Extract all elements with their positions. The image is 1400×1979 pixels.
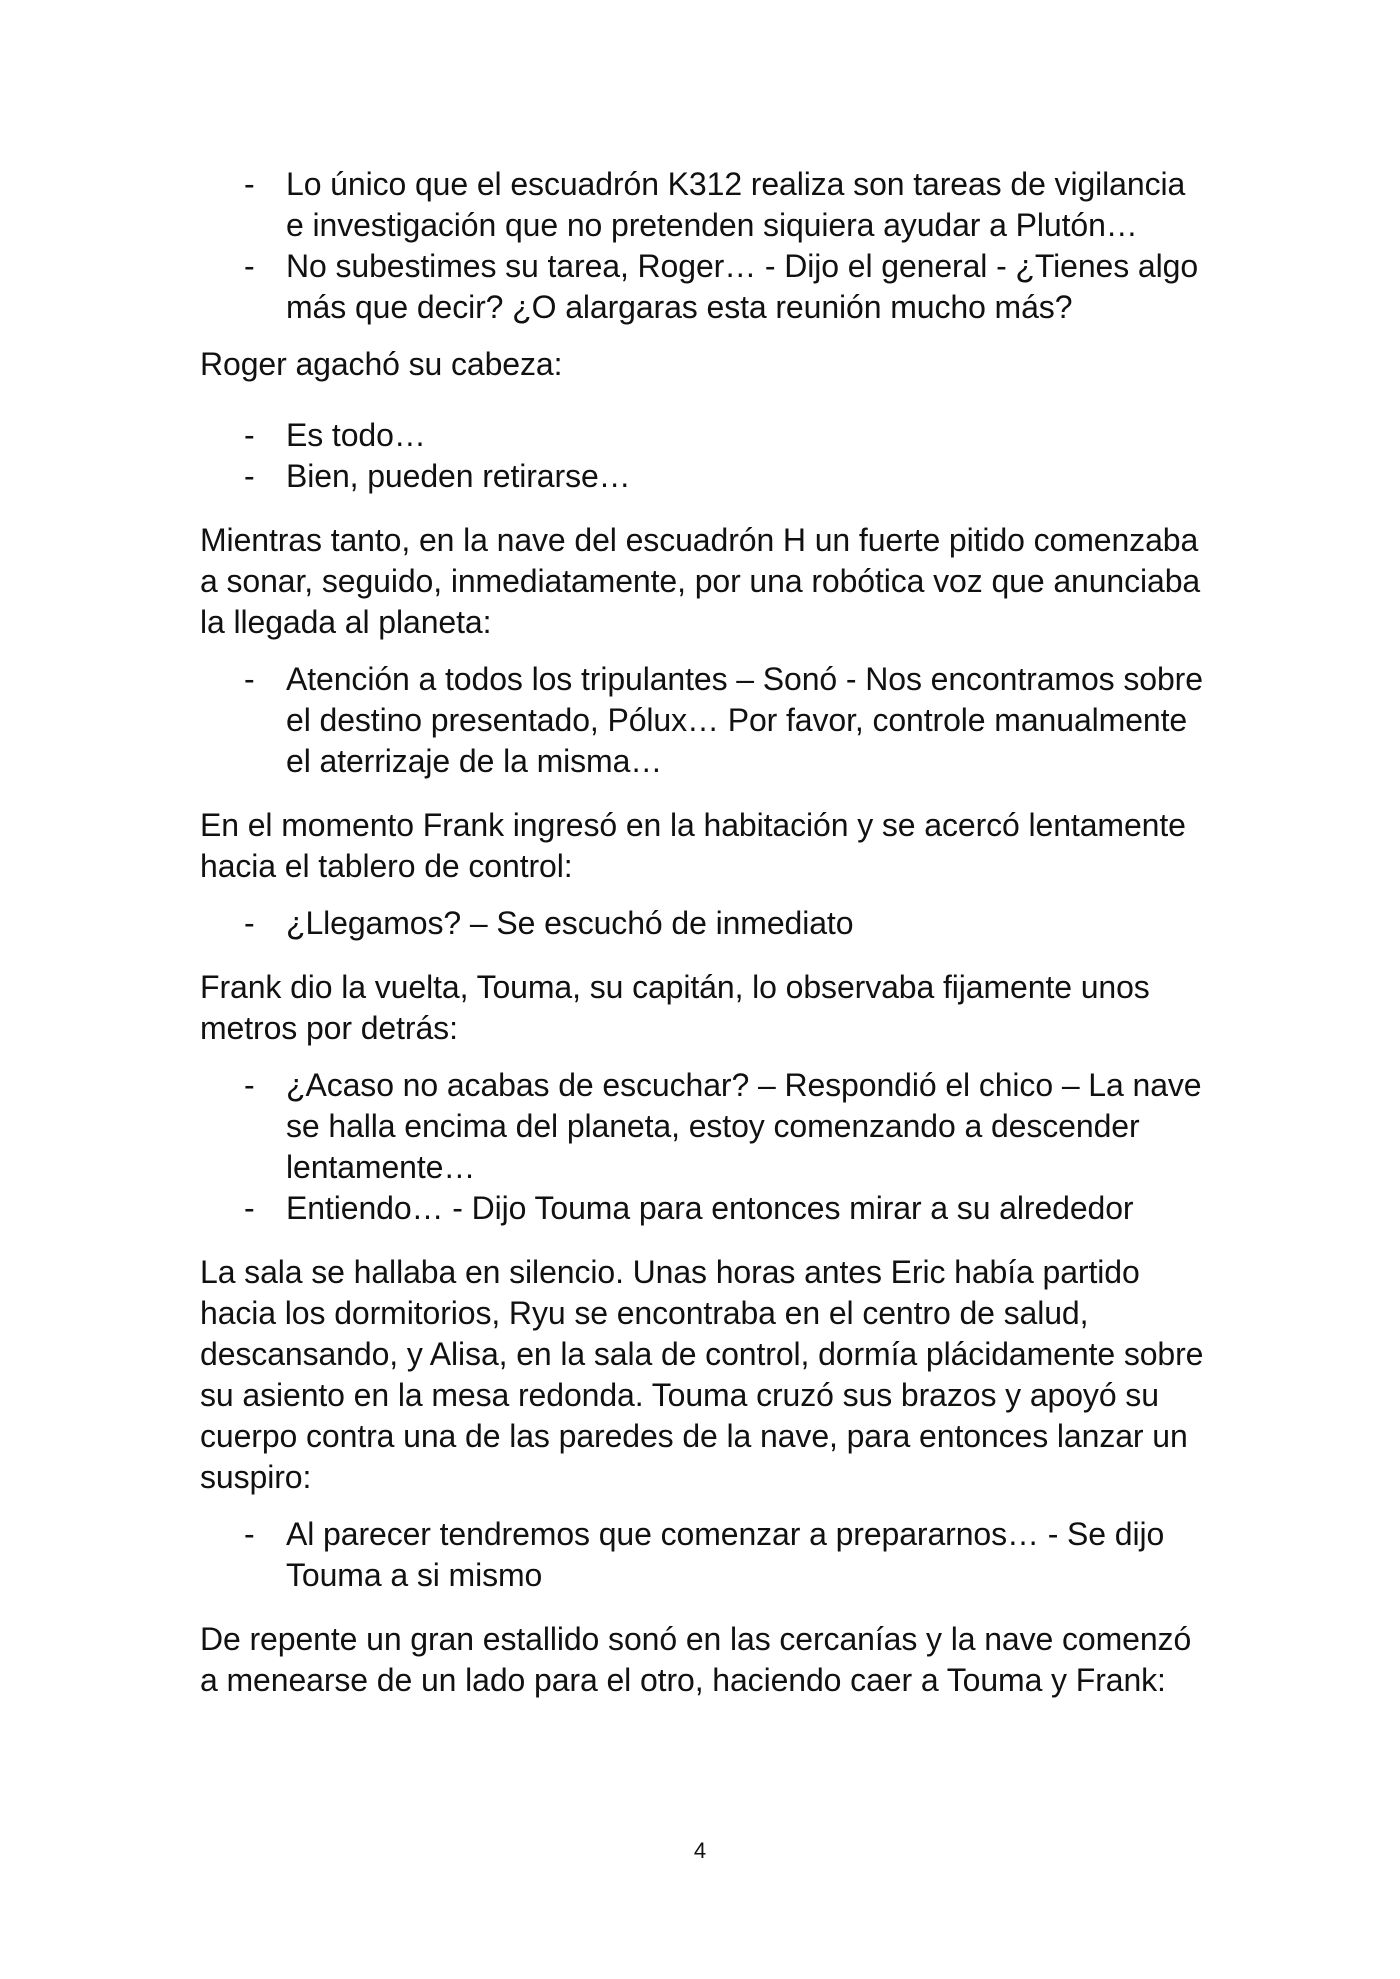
narrative-paragraph: Mientras tanto, en la nave del escuadrón H un fuerte pitido comenzaba a sonar, seguido, inmediatamente, por una robótica voz que anunciaba la llegada al planeta:: [200, 522, 1201, 640]
dialogue-line: [200, 1188, 1210, 1229]
dialogue-text: ¿Llegamos? – Se escuchó de inmediato: [286, 905, 854, 941]
dialogue-dash: -: [244, 1067, 255, 1103]
dialogue-text: Atención a todos los tripulantes – Sonó - Nos encontramos sobre el destino presentado, Pólux… Por favor, controle manualmente el aterrizaje de la misma…: [286, 661, 1203, 779]
dialogue-text: Entiendo… - Dijo Touma para entonces mirar a su alrededor: [286, 1190, 1134, 1226]
narrative-paragraph: La sala se hallaba en silencio. Unas horas antes Eric había partido hacia los dormitorios, Ryu se encontraba en el centro de salud, descansando, y Alisa, en la sala de control, dormía plácidamente sobre su asiento en la mesa redonda. Touma cruzó sus brazos y apoyó su cuerpo contra una de las paredes de la nave, para entonces lanzar un suspiro:: [200, 1254, 1204, 1495]
dialogue-list: [200, 164, 1210, 328]
narrative-paragraph: En el momento Frank ingresó en la habitación y se acercó lentamente hacia el tablero de control:: [200, 807, 1186, 884]
dialogue-line: [200, 1514, 1210, 1596]
page-body: [200, 164, 1210, 1701]
dialogue-dash: -: [244, 905, 255, 941]
page-number: 4: [693, 1838, 707, 1863]
dialogue-list: [200, 1514, 1210, 1596]
dialogue-line: [200, 415, 1210, 456]
dialogue-dash: -: [244, 1516, 255, 1552]
dialogue-list: [200, 903, 1210, 944]
dialogue-line: [200, 164, 1210, 246]
dialogue-line: [200, 1065, 1210, 1188]
dialogue-dash: -: [244, 248, 255, 284]
dialogue-list: [200, 415, 1210, 497]
dialogue-dash: -: [244, 661, 255, 697]
dialogue-text: Es todo…: [286, 417, 426, 453]
dialogue-text: Al parecer tendremos que comenzar a prepararnos… - Se dijo Touma a si mismo: [286, 1516, 1165, 1593]
dialogue-list: [200, 1065, 1210, 1229]
narrative-paragraph: De repente un gran estallido sonó en las cercanías y la nave comenzó a menearse de un lado para el otro, haciendo caer a Touma y Frank:: [200, 1621, 1192, 1698]
dialogue-dash: -: [244, 166, 255, 202]
dialogue-line: [200, 903, 1210, 944]
dialogue-text: No subestimes su tarea, Roger… - Dijo el general - ¿Tienes algo más que decir? ¿O alargaras esta reunión mucho más?: [286, 248, 1199, 325]
dialogue-text: ¿Acaso no acabas de escuchar? – Respondió el chico – La nave se halla encima del planeta, estoy comenzando a descender lentamente…: [286, 1067, 1202, 1185]
narrative-paragraph: Roger agachó su cabeza:: [200, 346, 563, 382]
dialogue-line: [200, 456, 1210, 497]
dialogue-line: [200, 246, 1210, 328]
dialogue-dash: -: [244, 417, 255, 453]
narrative-paragraph: Frank dio la vuelta, Touma, su capitán, lo observaba fijamente unos metros por detrás:: [200, 969, 1150, 1046]
dialogue-line: [200, 659, 1210, 782]
dialogue-dash: -: [244, 1190, 255, 1226]
dialogue-text: Lo único que el escuadrón K312 realiza son tareas de vigilancia e investigación que no pretenden siquiera ayudar a Plutón…: [286, 166, 1186, 243]
dialogue-text: Bien, pueden retirarse…: [286, 458, 631, 494]
dialogue-dash: -: [244, 458, 255, 494]
dialogue-list: [200, 659, 1210, 782]
